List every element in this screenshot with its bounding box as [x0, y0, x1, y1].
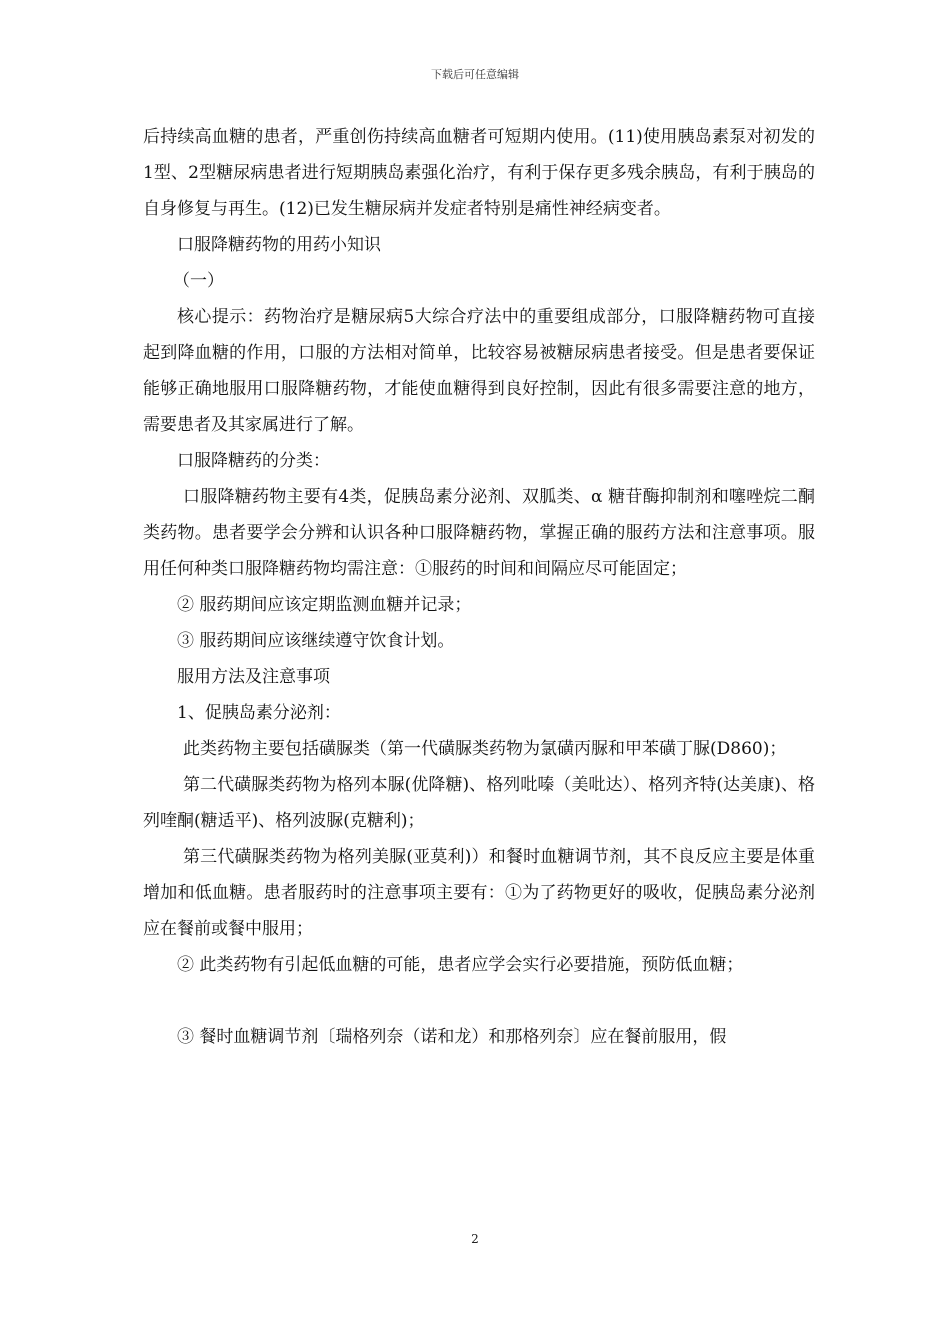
paragraph-classification: 口服降糖药物主要有4类，促胰岛素分泌剂、双胍类、α 糖苷酶抑制剂和噻唑烷二酮类药物。患者要学会分辨和认识各种口服降糖药物，掌握正确的服药方法和注意事项。服用任何种类口服降糖药物均需注意：①服药的时间和间隔应尽可能固定；	[143, 487, 815, 579]
section-number: （一）	[173, 271, 224, 291]
list-item: ③ 餐时血糖调节剂〔瑞格列奈（诺和龙）和那格列奈〕应在餐前服用，假	[177, 1027, 727, 1047]
page-header: 下载后可任意编辑	[431, 68, 519, 81]
usage-heading: 服用方法及注意事项	[177, 667, 330, 687]
paragraph-continuation: 后持续高血糖的患者，严重创伤持续高血糖者可短期内使用。(11)使用胰岛素泵对初发的1型、2型糖尿病患者进行短期胰岛素强化治疗，有利于保存更多残余胰岛，有利于胰岛的自身修复与再生。(12)已发生糖尿病并发症者特别是痛性神经病变者。	[143, 127, 815, 219]
list-item: ② 服药期间应该定期监测血糖并记录；	[177, 595, 472, 615]
subheading: 1、促胰岛素分泌剂：	[177, 703, 341, 723]
paragraph-sulfonylureas: 此类药物主要包括磺脲类（第一代磺脲类药物为氯磺丙脲和甲苯磺丁脲(D860)；	[183, 739, 787, 759]
section-title: 口服降糖药物的用药小知识	[177, 235, 381, 255]
document-body	[143, 119, 815, 1055]
paragraph-third-gen: 第三代磺脲类药物为格列美脲(亚莫利)）和餐时血糖调节剂，其不良反应主要是体重增加和低血糖。患者服药时的注意事项主要有：①为了药物更好的吸收，促胰岛素分泌剂应在餐前或餐中服用；	[143, 847, 815, 939]
page-number: 2	[471, 1232, 479, 1246]
list-item: ③ 服药期间应该继续遵守饮食计划。	[177, 631, 455, 651]
classification-heading: 口服降糖药的分类：	[177, 451, 330, 471]
paragraph-second-gen: 第二代磺脲类药物为格列本脲(优降糖)、格列吡嗪（美吡达）、格列齐特(达美康)、格列喹酮(糖适平)、格列波脲(克糖利)；	[143, 775, 815, 831]
paragraph-core-tip: 核心提示：药物治疗是糖尿病5大综合疗法中的重要组成部分，口服降糖药物可直接起到降血糖的作用，口服的方法相对简单，比较容易被糖尿病患者接受。但是患者要保证能够正确地服用口服降糖药物，才能使血糖得到良好控制，因此有很多需要注意的地方，需要患者及其家属进行了解。	[143, 307, 815, 435]
blank-line	[143, 983, 815, 1019]
list-item: ② 此类药物有引起低血糖的可能，患者应学会实行必要措施，预防低血糖；	[177, 955, 744, 975]
